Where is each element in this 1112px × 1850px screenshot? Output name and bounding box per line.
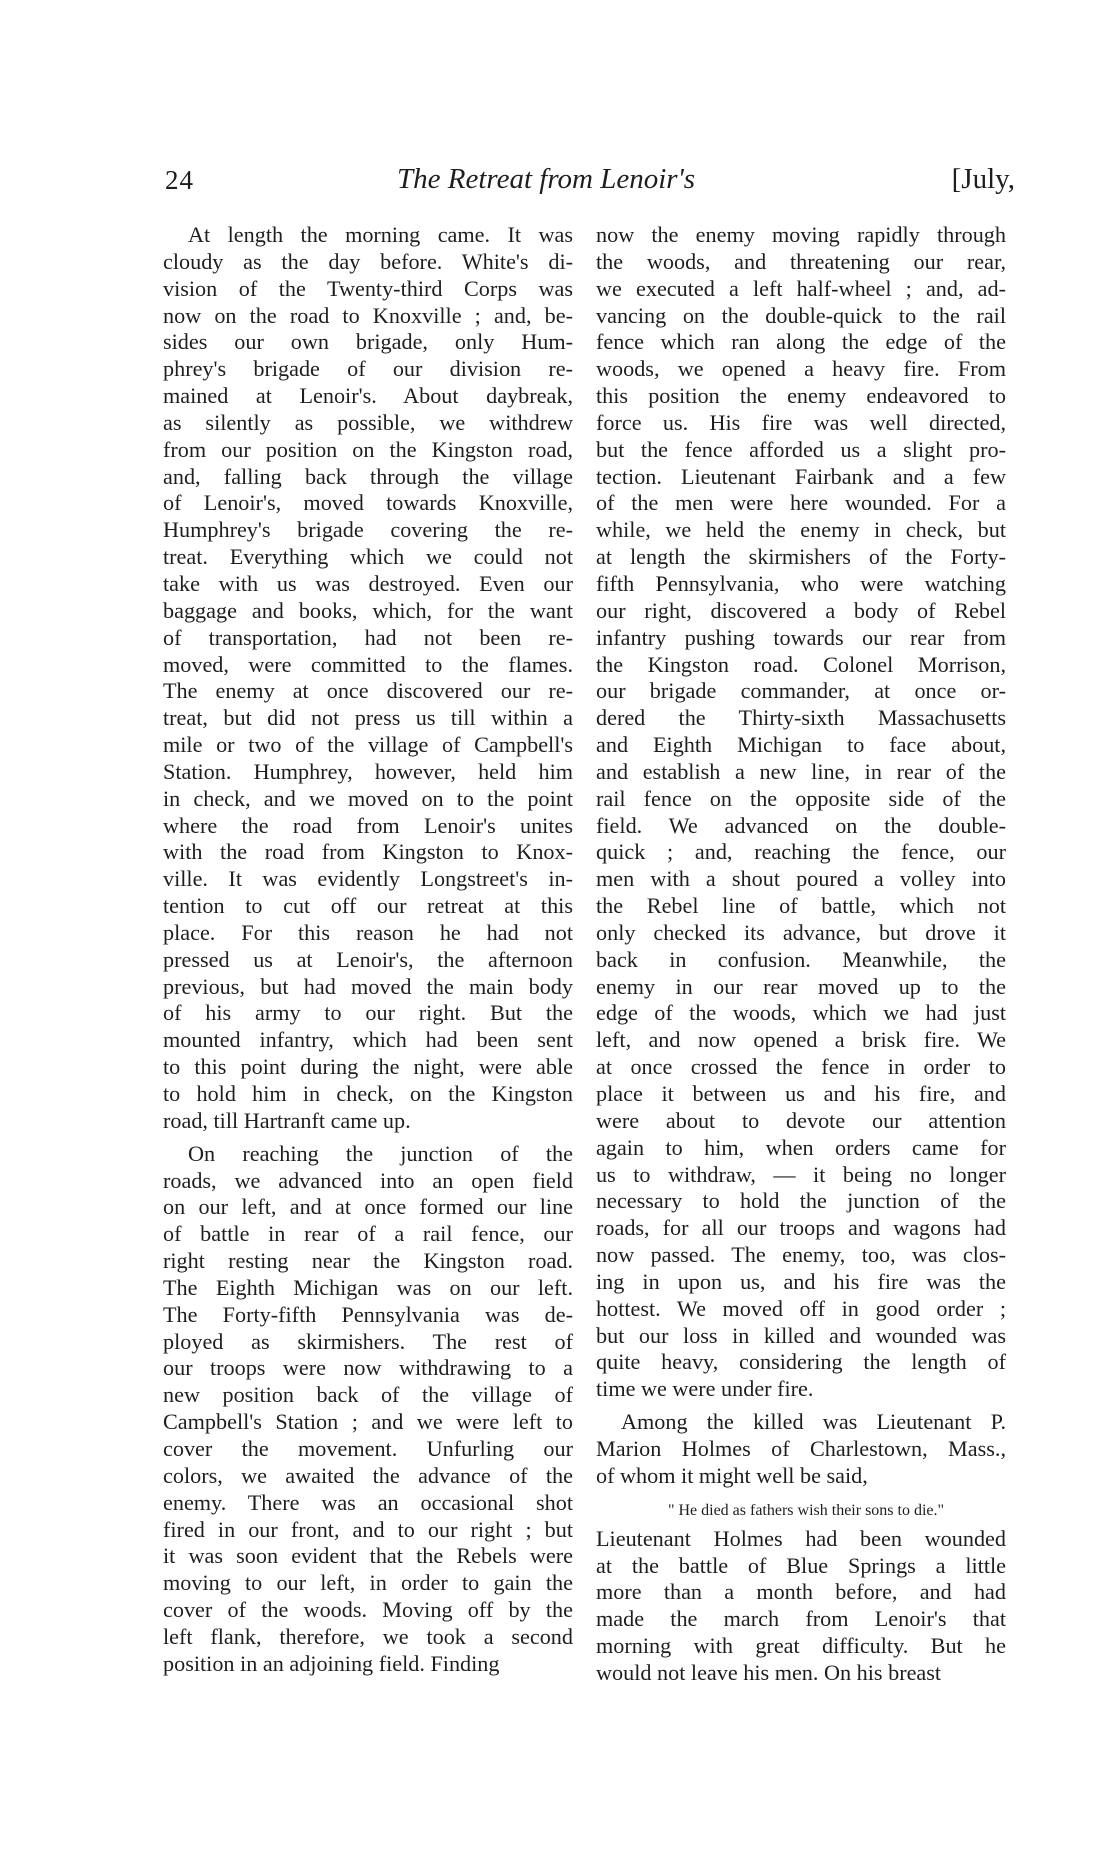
- text-line: now the enemy moving rapidly through: [596, 222, 1006, 247]
- text-line: enemy in our rear moved up to the: [596, 973, 1006, 999]
- text-line: Lieutenant Holmes had been wounded: [596, 1525, 1006, 1551]
- text-line: mile or two of the village of Campbell's: [163, 732, 573, 758]
- text-line: made the march from Lenoir's that: [596, 1606, 1006, 1632]
- text-line: but our loss in killed and wounded was: [596, 1322, 1006, 1348]
- page-number: 24: [165, 165, 194, 195]
- running-header: [165, 165, 1015, 205]
- right-column: [596, 222, 1006, 1687]
- text-line: of Lenoir's, moved towards Knoxville,: [163, 490, 573, 516]
- text-line: fifth Pennsylvania, who were watching: [596, 570, 1006, 596]
- text-line: of whom it might well be said,: [596, 1462, 868, 1488]
- epigraph-quote: " He died as fathers wish their sons to die.": [667, 1501, 945, 1519]
- text-line: men with a shout poured a volley into: [596, 866, 1006, 892]
- text-line: it was soon evident that the Rebels were: [163, 1543, 573, 1569]
- text-line: ville. It was evidently Longstreet's in-: [163, 866, 573, 892]
- text-line: vision of the Twenty-third Corps was: [163, 275, 573, 301]
- text-line: colors, we awaited the advance of the: [163, 1462, 573, 1488]
- text-line: at length the skirmishers of the Forty-: [596, 544, 1006, 570]
- text-line: rail fence on the opposite side of the: [596, 785, 1006, 811]
- text-line: cloudy as the day before. White's di-: [163, 248, 573, 274]
- text-line: new position back of the village of: [163, 1382, 573, 1408]
- text-line: The Forty-fifth Pennsylvania was de-: [163, 1301, 573, 1327]
- text-line: now on the road to Knoxville ; and, be-: [163, 302, 573, 328]
- text-line: our troops were now withdrawing to a: [163, 1355, 573, 1381]
- text-line: tection. Lieutenant Fairbank and a few: [596, 463, 1006, 489]
- text-line: road, till Hartranft came up.: [163, 1107, 411, 1133]
- text-line: Station. Humphrey, however, held him: [163, 758, 573, 784]
- text-line: On reaching the junction of the: [188, 1140, 573, 1166]
- text-line: at once crossed the fence in order to: [596, 1054, 1006, 1080]
- text-line: in check, and we moved on to the point: [163, 785, 573, 811]
- text-line: Among the killed was Lieutenant P.: [621, 1409, 1006, 1435]
- running-date: [July,: [951, 163, 1015, 195]
- text-line: and Eighth Michigan to face about,: [596, 732, 1006, 758]
- text-line: to hold him in check, on the Kingston: [163, 1081, 573, 1106]
- text-line: phrey's brigade of our division re-: [163, 356, 573, 382]
- text-line: while, we held the enemy in check, but: [596, 517, 1006, 543]
- text-line: our right, discovered a body of Rebel: [596, 597, 1006, 623]
- text-line: with the road from Kingston to Knox-: [163, 839, 573, 865]
- text-line: cover of the woods. Moving off by the: [163, 1597, 573, 1623]
- text-line: pressed us at Lenoir's, the afternoon: [163, 946, 573, 972]
- text-line: as silently as possible, we withdrew: [163, 409, 573, 435]
- text-line: woods, we opened a heavy fire. From: [596, 356, 1006, 382]
- text-line: Campbell's Station ; and we were left to: [163, 1409, 573, 1435]
- text-line: would not leave his men. On his breast: [596, 1659, 942, 1685]
- text-line: previous, but had moved the main body: [163, 973, 573, 999]
- text-line: our brigade commander, at once or-: [596, 678, 1006, 704]
- text-line: where the road from Lenoir's unites: [163, 812, 573, 838]
- text-line: left flank, therefore, we took a second: [163, 1623, 573, 1649]
- text-line: back in confusion. Meanwhile, the: [596, 946, 1006, 972]
- text-line: necessary to hold the junction of the: [596, 1188, 1006, 1214]
- text-line: baggage and books, which, for the want: [163, 597, 573, 623]
- text-line: from our position on the Kingston road,: [163, 436, 573, 462]
- text-line: were about to devote our attention: [596, 1107, 1006, 1133]
- text-line: but the fence afforded us a slight pro-: [596, 436, 1006, 462]
- text-line: fence which ran along the edge of the: [596, 329, 1006, 355]
- text-line: time we were under fire.: [596, 1376, 814, 1402]
- text-line: this position the enemy endeavored to: [596, 383, 1006, 409]
- text-line: tention to cut off our retreat at this: [163, 893, 573, 919]
- text-line: mounted infantry, which had been sent: [163, 1027, 573, 1053]
- text-line: left, and now opened a brisk fire. We: [596, 1027, 1006, 1053]
- text-line: ing in upon us, and his fire was the: [596, 1268, 1006, 1294]
- text-line: the Kingston road. Colonel Morrison,: [596, 651, 1006, 677]
- text-line: fired in our front, and to our right ; but: [163, 1516, 573, 1542]
- text-line: dered the Thirty-sixth Massachusetts: [596, 705, 1006, 731]
- text-line: and establish a new line, in rear of the: [596, 758, 1006, 784]
- text-line: field. We advanced on the double-: [596, 812, 1006, 838]
- text-line: again to him, when orders came for: [596, 1134, 1006, 1160]
- text-line: The enemy at once discovered our re-: [163, 678, 573, 704]
- text-line: quite heavy, considering the length of: [596, 1349, 1006, 1375]
- text-line: cover the movement. Unfurling our: [163, 1435, 573, 1461]
- text-line: treat, but did not press us till within a: [163, 705, 573, 731]
- text-line: place. For this reason he had not: [163, 919, 573, 945]
- text-line: Marion Holmes of Charlestown, Mass.,: [596, 1435, 1006, 1461]
- text-line: roads, for all our troops and wagons had: [596, 1215, 1006, 1241]
- text-line: us to withdraw, — it being no longer: [596, 1161, 1006, 1187]
- text-line: sides our own brigade, only Hum-: [163, 329, 573, 355]
- text-line: place it between us and his fire, and: [596, 1081, 1006, 1106]
- text-line: infantry pushing towards our rear from: [596, 624, 1006, 650]
- text-line: The Eighth Michigan was on our left.: [163, 1274, 573, 1300]
- text-line: at the battle of Blue Springs a little: [596, 1552, 1006, 1578]
- text-line: of the men were here wounded. For a: [596, 490, 1006, 516]
- text-line: quick ; and, reaching the fence, our: [596, 839, 1006, 865]
- text-line: force us. His fire was well directed,: [596, 409, 1006, 435]
- text-line: vancing on the double-quick to the rail: [596, 302, 1006, 328]
- text-line: and, falling back through the village: [163, 463, 573, 489]
- text-line: roads, we advanced into an open field: [163, 1167, 573, 1193]
- text-line: treat. Everything which we could not: [163, 544, 573, 570]
- text-line: of transportation, had not been re-: [163, 624, 573, 650]
- running-title: The Retreat from Lenoir's: [397, 163, 696, 195]
- text-line: to this point during the night, were able: [163, 1054, 573, 1080]
- text-line: ployed as skirmishers. The rest of: [163, 1328, 573, 1354]
- text-line: mained at Lenoir's. About daybreak,: [163, 383, 573, 409]
- text-line: of battle in rear of a rail fence, our: [163, 1221, 573, 1247]
- text-line: Humphrey's brigade covering the re-: [163, 517, 573, 543]
- text-line: of his army to our right. But the: [163, 1000, 573, 1026]
- text-line: moving to our left, in order to gain the: [163, 1570, 573, 1596]
- text-line: moved, were committed to the flames.: [163, 651, 573, 677]
- text-line: the Rebel line of battle, which not: [596, 893, 1006, 919]
- text-line: morning with great difficulty. But he: [596, 1633, 1006, 1659]
- text-line: more than a month before, and had: [596, 1579, 1006, 1605]
- text-line: enemy. There was an occasional shot: [163, 1489, 573, 1515]
- text-line: the woods, and threatening our rear,: [596, 248, 1006, 274]
- text-line: edge of the woods, which we had just: [596, 1000, 1006, 1026]
- text-line: now passed. The enemy, too, was clos-: [596, 1242, 1006, 1268]
- left-column: [163, 222, 573, 1678]
- text-line: hottest. We moved off in good order ;: [596, 1295, 1006, 1321]
- text-line: At length the morning came. It was: [188, 222, 573, 247]
- text-line: right resting near the Kingston road.: [163, 1248, 573, 1274]
- text-line: take with us was destroyed. Even our: [163, 570, 573, 596]
- text-line: position in an adjoining field. Finding: [163, 1650, 500, 1676]
- text-line: on our left, and at once formed our line: [163, 1194, 573, 1220]
- text-line: only checked its advance, but drove it: [596, 919, 1006, 945]
- text-line: we executed a left half-wheel ; and, ad-: [596, 275, 1006, 301]
